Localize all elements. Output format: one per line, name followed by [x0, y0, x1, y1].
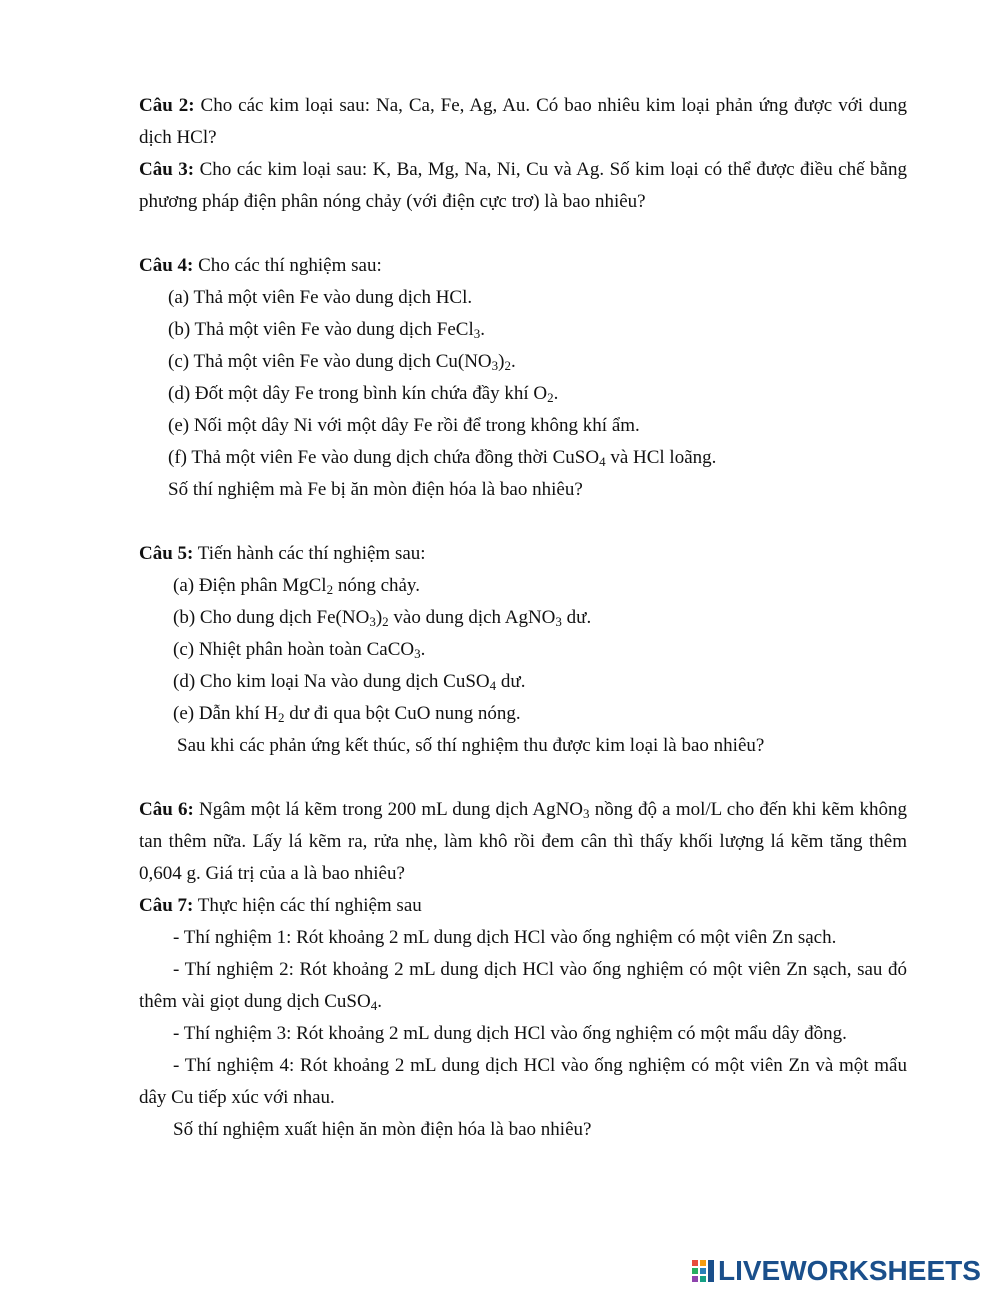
experiment-item: (c) Nhiệt phân hoàn toàn CaCO$_3$.	[173, 639, 426, 661]
experiment-item: (a) Điện phân MgCl$_2$ nóng chảy.	[173, 575, 420, 597]
experiment-item: - Thí nghiệm 1: Rót khoảng 2 mL dung dịch HCl vào ống nghiệm có một viên Zn sạch.	[173, 927, 837, 948]
question-label: Câu 7:	[139, 895, 194, 916]
experiment-item: (e) Nối một dây Ni với một dây Fe rồi để trong không khí ẩm.	[168, 415, 640, 436]
question-prompt: Số thí nghiệm xuất hiện ăn mòn điện hóa là bao nhiêu?	[173, 1119, 592, 1140]
question-text: Thực hiện các thí nghiệm sau	[193, 895, 422, 916]
experiment-item: (f) Thả một viên Fe vào dung dịch chứa đồng thời CuSO$_4$ và HCl loãng.	[168, 447, 717, 469]
question-4	[139, 250, 907, 282]
experiment-item: - Thí nghiệm 3: Rót khoảng 2 mL dung dịch HCl vào ống nghiệm có một mẩu dây đồng.	[173, 1023, 847, 1044]
experiment-item: (d) Cho kim loại Na vào dung dịch CuSO$_4$ dư.	[173, 671, 526, 693]
experiment-item: (b) Cho dung dịch $Fe(NO_3)_2$ vào dung dịch AgNO$_3$ dư.	[173, 607, 592, 629]
liveworksheets-logo	[692, 1256, 981, 1286]
question-label: Câu 2:	[139, 95, 195, 116]
question-text: Cho các kim loại sau: K, Ba, Mg, Na, Ni, Cu và Ag. Số kim loại có thể được điều chế bằng phương pháp điện phân nóng chảy (với điện cực trơ) là bao nhiêu?	[139, 159, 907, 212]
worksheet-content	[139, 90, 907, 1146]
question-7	[139, 890, 907, 922]
question-label: Câu 3:	[139, 159, 195, 180]
question-5	[139, 538, 907, 570]
experiment-item: - Thí nghiệm 4: Rót khoảng 2 mL dung dịch HCl vào ống nghiệm có một viên Zn và một mẩu dây Cu tiếp xúc với nhau.	[139, 1055, 907, 1108]
experiment-item: (a) Thả một viên Fe vào dung dịch HCl.	[168, 287, 473, 308]
experiment-item: (e) Dẫn khí $H_2$ dư đi qua bột CuO nung nóng.	[173, 703, 521, 725]
question-prompt: Sau khi các phản ứng kết thúc, số thí nghiệm thu được kim loại là bao nhiêu?	[177, 735, 765, 756]
liveworksheets-logo-icon	[692, 1260, 714, 1282]
question-text: Cho các kim loại sau: Na, Ca, Fe, Ag, Au. Có bao nhiêu kim loại phản ứng được với dung dịch HCl?	[139, 95, 907, 148]
experiment-item: - Thí nghiệm 2: Rót khoảng 2 mL dung dịch HCl vào ống nghiệm có một viên Zn sạch, sau đó thêm vài giọt dung dịch CuSO$_4$.	[139, 959, 907, 1013]
question-text: Cho các thí nghiệm sau:	[193, 255, 382, 276]
experiment-item: (d) Đốt một dây Fe trong bình kín chứa đầy khí $O_2$.	[168, 383, 559, 405]
question-label: Câu 5:	[139, 543, 194, 564]
question-3	[139, 154, 907, 218]
experiment-item: (c) Thả một viên Fe vào dung dịch $Cu(NO_3)_2$.	[168, 351, 516, 373]
question-label: Câu 4:	[139, 255, 194, 276]
question-6: Câu 6: Ngâm một lá kẽm trong 200 mL dung dịch AgNO$_3$ nồng độ a mol/L cho đến khi kẽm không tan thêm nữa. Lấy lá kẽm ra, rửa nhẹ, làm khô rồi đem cân thì thấy khối lượng lá kẽm tăng thêm 0,604 g. Giá trị của a là bao nhiêu?	[139, 799, 907, 884]
question-prompt: Số thí nghiệm mà Fe bị ăn mòn điện hóa là bao nhiêu?	[168, 479, 583, 500]
question-label: Câu 6:	[139, 799, 194, 820]
question-2	[139, 90, 907, 154]
logo-text: LIVEWORKSHEETS	[718, 1255, 981, 1286]
experiment-item: (b) Thả một viên Fe vào dung dịch FeCl$_3$.	[168, 319, 485, 341]
question-text: Tiến hành các thí nghiệm sau:	[193, 543, 426, 564]
